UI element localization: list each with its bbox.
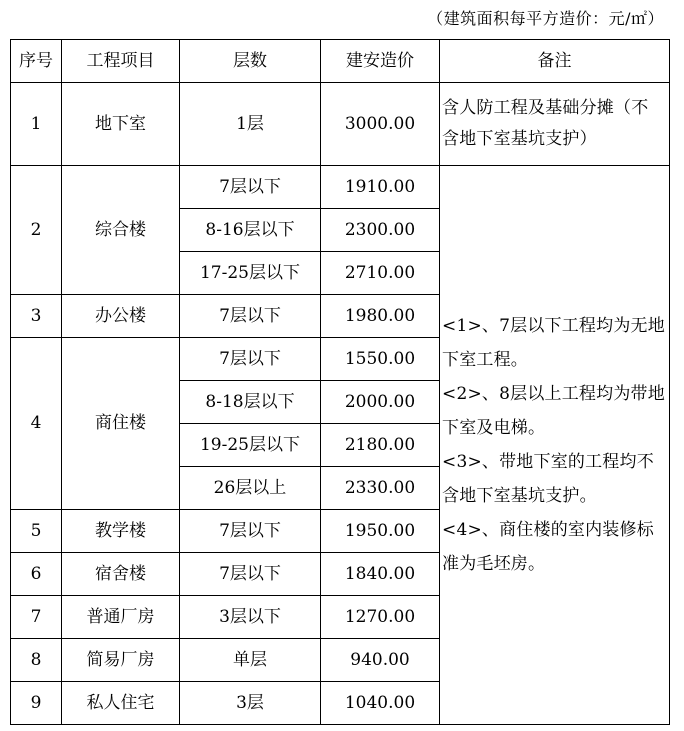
cost-cell: 2710.00 [321,252,440,295]
index-cell: 5 [11,510,62,553]
index-cell: 2 [11,166,62,295]
project-cell: 私人住宅 [62,682,180,725]
table-row [11,166,670,209]
cost-cell: 1550.00 [321,338,440,381]
floors-cell: 3层以下 [180,596,321,639]
cost-cell: 1910.00 [321,166,440,209]
index-cell: 6 [11,553,62,596]
project-cell: 办公楼 [62,295,180,338]
header-remark: 备注 [440,40,670,83]
project-cell: 教学楼 [62,510,180,553]
header-cost: 建安造价 [321,40,440,83]
floors-cell: 7层以下 [180,166,321,209]
header-project: 工程项目 [62,40,180,83]
unit-note: （建筑面积每平方造价：元/㎡） [427,9,664,28]
header-row [11,40,670,83]
header-index: 序号 [11,40,62,83]
remark-line: <4>、商住楼的室内装修标 [442,520,654,540]
cost-cell: 2000.00 [321,381,440,424]
project-cell: 地下室 [62,83,180,166]
floors-cell: 7层以下 [180,553,321,596]
project-cell: 简易厂房 [62,639,180,682]
remark-line: 下室工程。 [442,350,528,370]
remark-line: <1>、7层以下工程均为无地 [442,316,665,336]
remark-line: 含地下室基坑支护） [442,129,597,149]
floors-cell: 7层以下 [180,510,321,553]
index-cell: 9 [11,682,62,725]
floors-cell: 7层以下 [180,338,321,381]
remark-cell-basement [440,83,670,166]
remark-line: 下室及电梯。 [442,418,546,438]
remark-line: 含地下室基坑支护。 [442,486,597,506]
index-cell: 1 [11,83,62,166]
floors-cell: 19-25层以下 [180,424,321,467]
cost-cell: 940.00 [321,639,440,682]
index-cell: 4 [11,338,62,510]
floors-cell: 单层 [180,639,321,682]
cost-cell: 1270.00 [321,596,440,639]
table-row [11,83,670,166]
project-cell: 综合楼 [62,166,180,295]
cost-cell: 1840.00 [321,553,440,596]
floors-cell: 7层以下 [180,295,321,338]
index-cell: 8 [11,639,62,682]
remark-line: <2>、8层以上工程均为带地 [442,384,665,404]
project-cell: 宿舍楼 [62,553,180,596]
cost-cell: 2180.00 [321,424,440,467]
project-cell: 商住楼 [62,338,180,510]
remark-line: <3>、带地下室的工程均不 [442,452,654,472]
index-cell: 3 [11,295,62,338]
remark-line: 准为毛坯房。 [442,554,546,574]
cost-cell: 1040.00 [321,682,440,725]
cost-cell: 1950.00 [321,510,440,553]
cost-cell: 2330.00 [321,467,440,510]
floors-cell: 8-16层以下 [180,209,321,252]
construction-cost-table [10,39,670,725]
floors-cell: 17-25层以下 [180,252,321,295]
header-floors: 层数 [180,40,321,83]
remark-line: 含人防工程及基础分摊（不 [442,97,649,118]
floors-cell: 3层 [180,682,321,725]
project-cell: 普通厂房 [62,596,180,639]
floors-cell: 8-18层以下 [180,381,321,424]
cost-cell: 2300.00 [321,209,440,252]
index-cell: 7 [11,596,62,639]
floors-cell: 1层 [180,83,321,166]
floors-cell: 26层以上 [180,467,321,510]
cost-cell: 3000.00 [321,83,440,166]
remark-cell-general [440,166,670,725]
cost-cell: 1980.00 [321,295,440,338]
